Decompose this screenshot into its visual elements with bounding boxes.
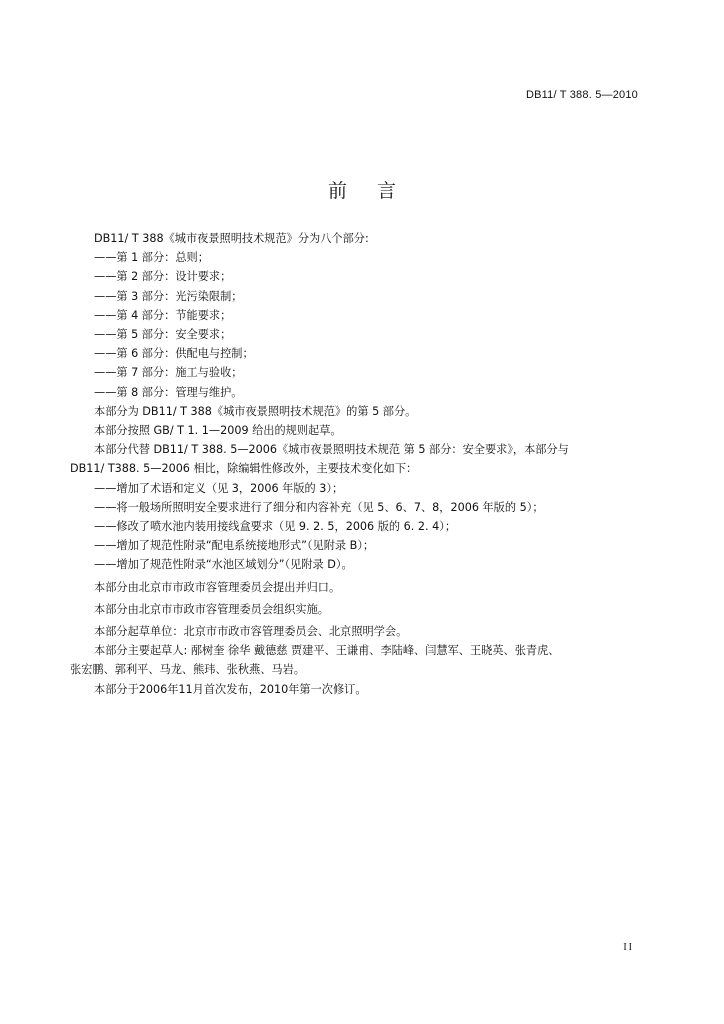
part-list-item: ——第 8 部分：管理与维护。 [94,385,243,399]
part-list-item: ——第 4 部分：节能要求； [94,308,232,322]
document-code: DB11/ T 388. 5—2010 [525,89,638,101]
part-list-item: ——第 7 部分：施工与验收； [94,366,243,380]
paragraph-line: 本部分由北京市市政市容管理委员会提出并归口。 [94,580,341,594]
foreword-body [70,229,646,699]
part-list-item: ——第 6 部分：供配电与控制； [94,347,254,361]
paragraph-line: DB11/ T388. 5—2006 相比，除编辑性修改外，主要技术变化如下： [70,462,418,476]
change-list-item: ——增加了规范性附录“配电系统接地形式”（见附录 B）； [94,539,375,553]
change-list-item: ——增加了术语和定义（见 3，2006 年版的 3）； [94,481,344,495]
part-list-item: ——第 5 部分：安全要求； [94,328,232,342]
part-list-item: ——第 1 部分：总则； [94,251,209,265]
part-list-item: ——第 3 部分：光污染限制； [94,289,243,303]
paragraph-line: 本部分起草单位：北京市市政市容管理委员会、北京照明学会。 [94,625,408,639]
paragraph-line: 本部分代替 DB11/ T 388. 5—2006《城市夜景照明技术规范 第 5 部分：安全要求》，本部分与 [94,443,569,457]
paragraph-line: 张宏鹏、郭利平、马龙、熊玮、张秋燕、马岩。 [70,663,305,677]
page-number: II [623,942,634,953]
change-list-item: ——增加了规范性附录“水池区域划分”（见附录 D）。 [94,558,353,572]
part-list-item: ——第 2 部分：设计要求； [94,270,232,284]
paragraph-line: 本部分主要起草人: 邴树奎 徐华 戴德慈 贾建平、王谦甫、李陆峰、闫慧军、王晓英、张青虎、 [94,644,560,658]
change-list-item: ——将一般场所照明安全要求进行了细分和内容补充（见 5、6、7、8，2006 年版的 5）； [94,500,544,514]
page-title: 前言 [327,179,426,202]
change-list-item: ——修改了喷水池内装用接线盒要求（见 9. 2. 5，2006 版的 6. 2. 4）； [94,520,457,534]
paragraph-line: 本部分按照 GB/ T 1. 1—2009 给出的规则起草。 [94,424,342,438]
paragraph-line: 本部分为 DB11/ T 388《城市夜景照明技术规范》的第 5 部分。 [94,404,417,418]
paragraph-line: 本部分由北京市市政市容管理委员会组织实施。 [94,602,329,616]
intro-line: DB11/ T 388《城市夜景照明技术规范》分为八个部分: [94,232,369,245]
paragraph-line: 本部分于2006年11月首次发布，2010年第一次修订。 [94,682,367,696]
